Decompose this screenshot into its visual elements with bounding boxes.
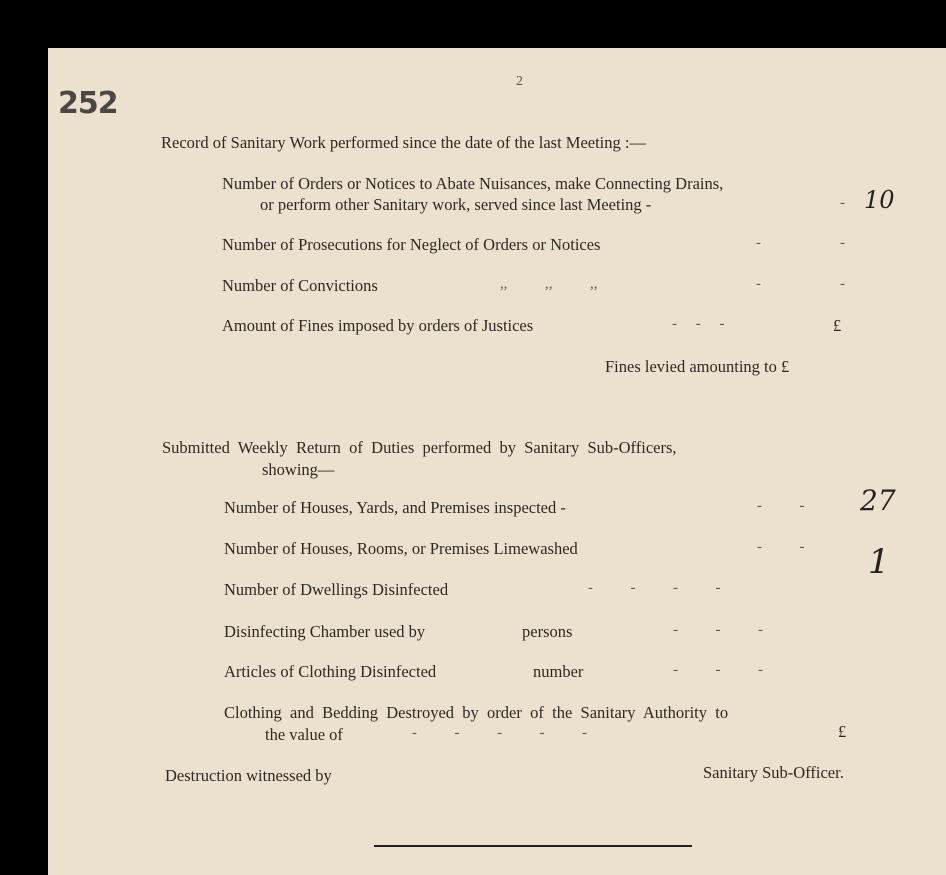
prosecutions-dash: - bbox=[756, 235, 761, 251]
weekly-heading-line2: showing— bbox=[262, 460, 335, 479]
limewashed-handwritten-value: 1 bbox=[868, 542, 890, 582]
orders-handwritten-value: 10 bbox=[864, 186, 895, 214]
convictions-label: Number of Convictions bbox=[222, 276, 378, 295]
convictions-dash-end: - bbox=[840, 276, 845, 292]
page-number: 2 bbox=[516, 74, 523, 89]
orders-dash: - bbox=[840, 195, 845, 211]
document-page bbox=[48, 48, 946, 875]
fines-currency: £ bbox=[833, 316, 842, 335]
chamber-unit: persons bbox=[522, 622, 573, 641]
limewashed-label: Number of Houses, Rooms, or Premises Limewashed bbox=[224, 539, 578, 558]
fines-imposed-label: Amount of Fines imposed by orders of Justices bbox=[222, 316, 534, 335]
houses-inspected-label: Number of Houses, Yards, and Premises inspected - bbox=[224, 498, 566, 517]
sub-officer-label: Sanitary Sub-Officer. bbox=[703, 763, 844, 782]
dwellings-dashes: - - - - bbox=[588, 580, 721, 596]
convictions-ditto: ,, ,, ,, bbox=[500, 276, 598, 292]
clothing-dashes: - - - bbox=[673, 662, 763, 678]
clothing-unit: number bbox=[533, 662, 584, 681]
clothing-label: Articles of Clothing Disinfected bbox=[224, 662, 437, 681]
destroyed-dashes: - - - - - bbox=[412, 725, 587, 741]
dwellings-label: Number of Dwellings Disinfected bbox=[224, 580, 449, 599]
orders-line2: or perform other Sanitary work, served since last Meeting - bbox=[260, 195, 652, 214]
destroyed-currency: £ bbox=[838, 722, 847, 741]
limewashed-dashes: - - bbox=[757, 539, 805, 555]
chamber-dashes: - - - bbox=[673, 622, 763, 638]
record-heading: Record of Sanitary Work performed since the date of the last Meeting :— bbox=[161, 133, 646, 152]
fines-levied: Fines levied amounting to £ bbox=[605, 357, 790, 376]
destroyed-line1: Clothing and Bedding Destroyed by order of the Sanitary Authority to bbox=[224, 703, 729, 722]
convictions-dash: - bbox=[756, 276, 761, 292]
prosecutions-label: Number of Prosecutions for Neglect of Orders or Notices bbox=[222, 235, 601, 254]
signature-rule bbox=[374, 845, 692, 847]
orders-line1: Number of Orders or Notices to Abate Nuisances, make Connecting Drains, bbox=[222, 174, 724, 193]
houses-inspected-handwritten-value: 27 bbox=[860, 484, 896, 517]
destruction-witnessed-label: Destruction witnessed by bbox=[165, 766, 332, 785]
destroyed-line2: the value of bbox=[265, 725, 343, 744]
chamber-label: Disinfecting Chamber used by bbox=[224, 622, 426, 641]
weekly-heading-line1: Submitted Weekly Return of Duties performed by Sanitary Sub-Officers, bbox=[162, 438, 677, 457]
folio-number: 252 bbox=[58, 86, 118, 121]
fines-dashes: - - - bbox=[672, 316, 725, 332]
prosecutions-dash-end: - bbox=[840, 235, 845, 251]
houses-inspected-dashes: - - bbox=[757, 498, 805, 514]
